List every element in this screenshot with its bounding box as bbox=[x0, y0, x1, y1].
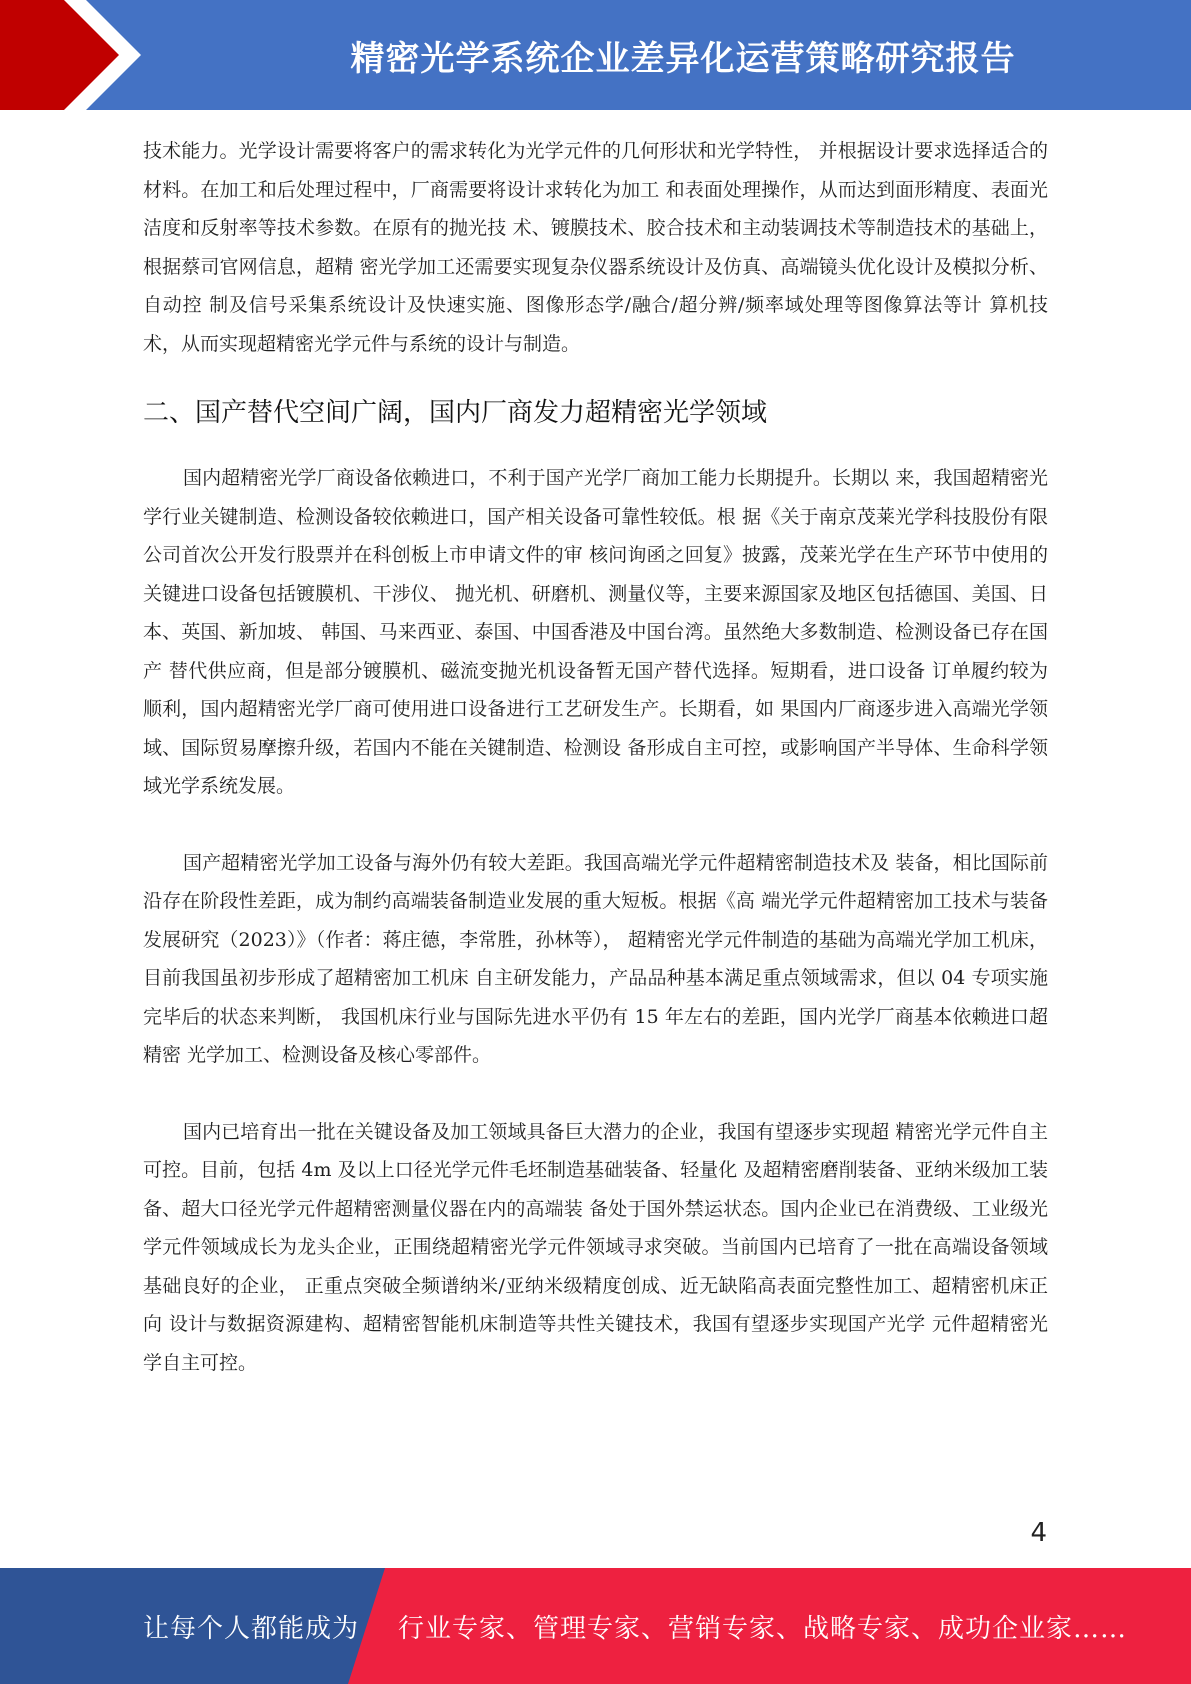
paragraph-domestic-potential: 国内已培育出一批在关键设备及加工领域具备巨大潜力的企业，我国有望逐步实现超 精密光学元件自主可控。目前，包括 4m 及以上口径光学元件毛坯制造基础装备、轻量化 及超精密磨削装备、亚纳米级加工装备、超大口径光学元件超精密测量仪器在内的高端装 备处于国外禁运状态。国内企业已在消费级、工业级光学元件领域成长为龙头企业，正围绕超精密光学元件领域寻求突破。当前国内已培育了一批在高端设备领域基础良好的企业， 正重点突破全频谱纳米/亚纳米级精度创成、近无缺陷高表面完整性加工、超精密机床正向 设计与数据资源建构、超精密智能机床制造等共性关键技术，我国有望逐步实现国产光学 元件超精密光学自主可控。 bbox=[143, 1120, 1048, 1374]
paragraph-import-dependence: 国内超精密光学厂商设备依赖进口，不利于国产光学厂商加工能力长期提升。长期以 来，我国超精密光学行业关键制造、检测设备较依赖进口，国产相关设备可靠性较低。根 据《关于南京茂莱光学科技股份有限公司首次公开发行股票并在科创板上市申请文件的审 核问询函之回复》披露，茂莱光学在生产环节中使用的关键进口设备包括镀膜机、干涉仪、 抛光机、研磨机、测量仪等，主要来源国家及地区包括德国、美国、日本、英国、新加坡、 韩国、马来西亚、泰国、中国香港及中国台湾。虽然绝大多数制造、检测设备已存在国产 替代供应商，但是部分镀膜机、磁流变抛光机设备暂无国产替代选择。短期看，进口设备 订单履约较为顺利，国内超精密光学厂商可使用进口设备进行工艺研发生产。长期看，如 果国内厂商逐步进入高端光学领域、国际贸易摩擦升级，若国内不能在关键制造、检测设 备形成自主可控，或影响国产半导体、生命科学领域光学系统发展。 bbox=[143, 467, 1048, 797]
document-title: 精密光学系统企业差异化运营策略研究报告 bbox=[350, 38, 1016, 79]
section-heading: 二、国产替代空间广阔，国内厂商发力超精密光学领域 bbox=[143, 398, 768, 428]
paragraph-equipment-gap: 国产超精密光学加工设备与海外仍有较大差距。我国高端光学元件超精密制造技术及 装备，相比国际前沿存在阶段性差距，成为制约高端装备制造业发展的重大短板。根据《高 端光学元件超精密加工技术与装备发展研究（2023）》（作者：蒋庄德，李常胜，孙林等）， 超精密光学元件制造的基础为高端光学加工机床，目前我国虽初步形成了超精密加工机床 自主研发能力，产品品种基本满足重点领域需求，但以 04 专项实施完毕后的状态来判断， 我国机床行业与国际先进水平仍有 15 年左右的差距，国内光学厂商基本依赖进口超精密 光学加工、检测设备及核心零部件。 bbox=[143, 851, 1048, 1066]
page-number: 4 bbox=[1030, 1518, 1047, 1548]
header-arrow-decoration bbox=[0, 0, 160, 110]
page-footer bbox=[0, 1568, 1191, 1684]
footer-slogan-left: 让每个人都能成为 bbox=[143, 1613, 360, 1644]
footer-slogan-right: 行业专家、管理专家、营销专家、战略专家、成功企业家…… bbox=[398, 1613, 1128, 1644]
main-content bbox=[143, 132, 1048, 1382]
paragraph-technical-capability: 技术能力。光学设计需要将客户的需求转化为光学元件的几何形状和光学特性， 并根据设计要求选择适合的材料。在加工和后处理过程中，厂商需要将设计求转化为加工 和表面处理操作，从而达到面形精度、表面光洁度和反射率等技术参数。在原有的抛光技 术、镀膜技术、胶合技术和主动装调技术等制造技术的基础上，根据蔡司官网信息，超精 密光学加工还需要实现复杂仪器系统设计及仿真、高端镜头优化设计及模拟分析、自动控 制及信号采集系统设计及快速实施、图像形态学/融合/超分辨/频率域处理等图像算法等计 算机技术，从而实现超精密光学元件与系统的设计与制造。 bbox=[143, 140, 1048, 355]
page-header bbox=[0, 0, 1191, 110]
